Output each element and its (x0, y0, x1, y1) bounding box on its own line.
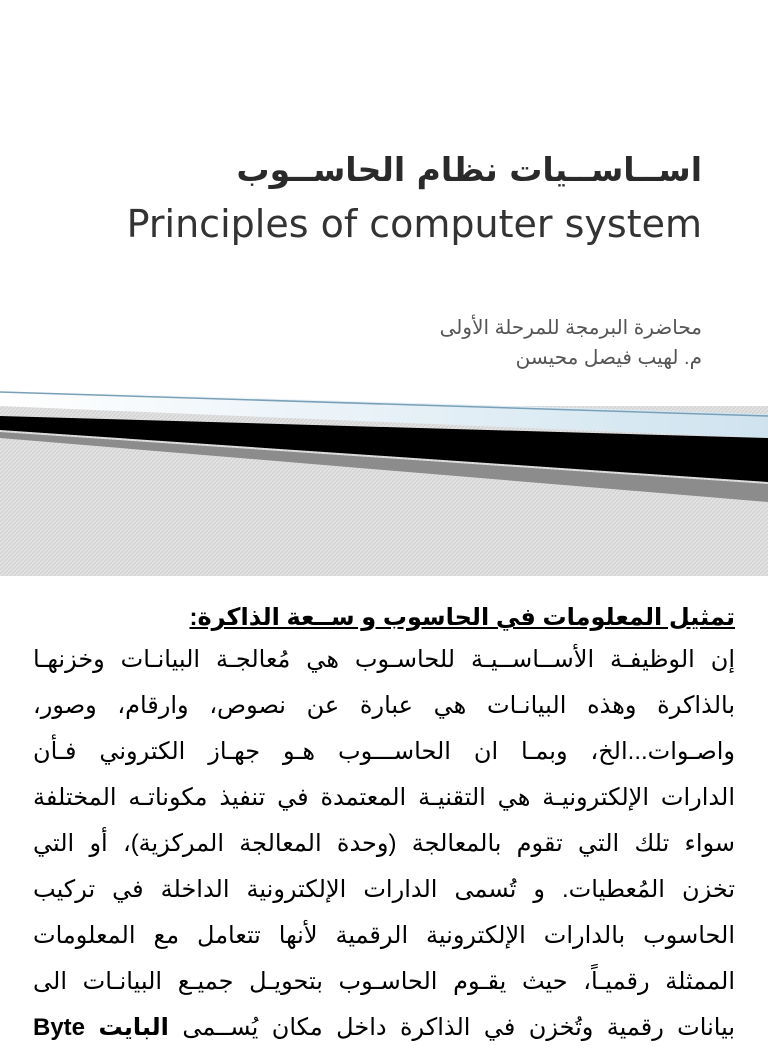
byte-term-english: Byte (33, 1014, 86, 1041)
paragraph-line-6: تخزن المُعطيات. و تُسمى الدارات الإلكترونية الداخلة في تركيب (33, 876, 735, 903)
document-page (0, 576, 768, 1041)
paragraph-line-8: الممثلة رقميـاً، حيث يقـوم الحاسـوب بتحويـل جميـع البيانـات الى (33, 968, 735, 995)
paragraph-line-4: الدارات الإلكترونيـة هي التقنيـة المعتمدة في تنفيذ مكوناتـه المختلفة (33, 784, 735, 811)
subtitle-lecturer: م. لهيب فيصل محيسن (515, 347, 702, 369)
slide-title-arabic: اســاســيات نظام الحاســوب (236, 150, 702, 189)
decorative-band (0, 386, 768, 576)
section-heading: تمثيل المعلومات في الحاسوب و ســعة الذاكرة: (189, 604, 735, 631)
paragraph-line-2: بالذاكرة وهذه البيانـات هي عبارة عن نصوص، وارقام، وصور، (33, 692, 735, 719)
subtitle-lecture: محاضرة البرمجة للمرحلة الأولى (439, 317, 702, 339)
paragraph-line-9-text: بيانات رقمية وتُخزن في الذاكرة داخل مكان يُســمى (182, 1014, 735, 1041)
paragraph-line-3: واصـوات...الخ، وبمـا ان الحاســـوب هـو جهـاز الكتروني فـأن (33, 738, 735, 765)
paragraph-line-7: الحاسوب بالدارات الإلكترونية الرقمية لأنها تتعامل مع المعلومات (33, 922, 735, 949)
slide-subtitle (102, 313, 702, 373)
byte-term-arabic: البايت (98, 1014, 169, 1041)
paragraph-line-9 (33, 1010, 735, 1046)
paragraph-line-5: سواء تلك التي تقوم بالمعالجة (وحدة المعالجة المركزية)، أو التي (33, 830, 735, 857)
slide-title-english: Principles of computer system (126, 202, 702, 246)
paragraph-line-1: إن الوظيفـة الأســاســيـة للحاسـوب هي مُعالجـة البيانـات وخزنهـا (33, 646, 735, 673)
